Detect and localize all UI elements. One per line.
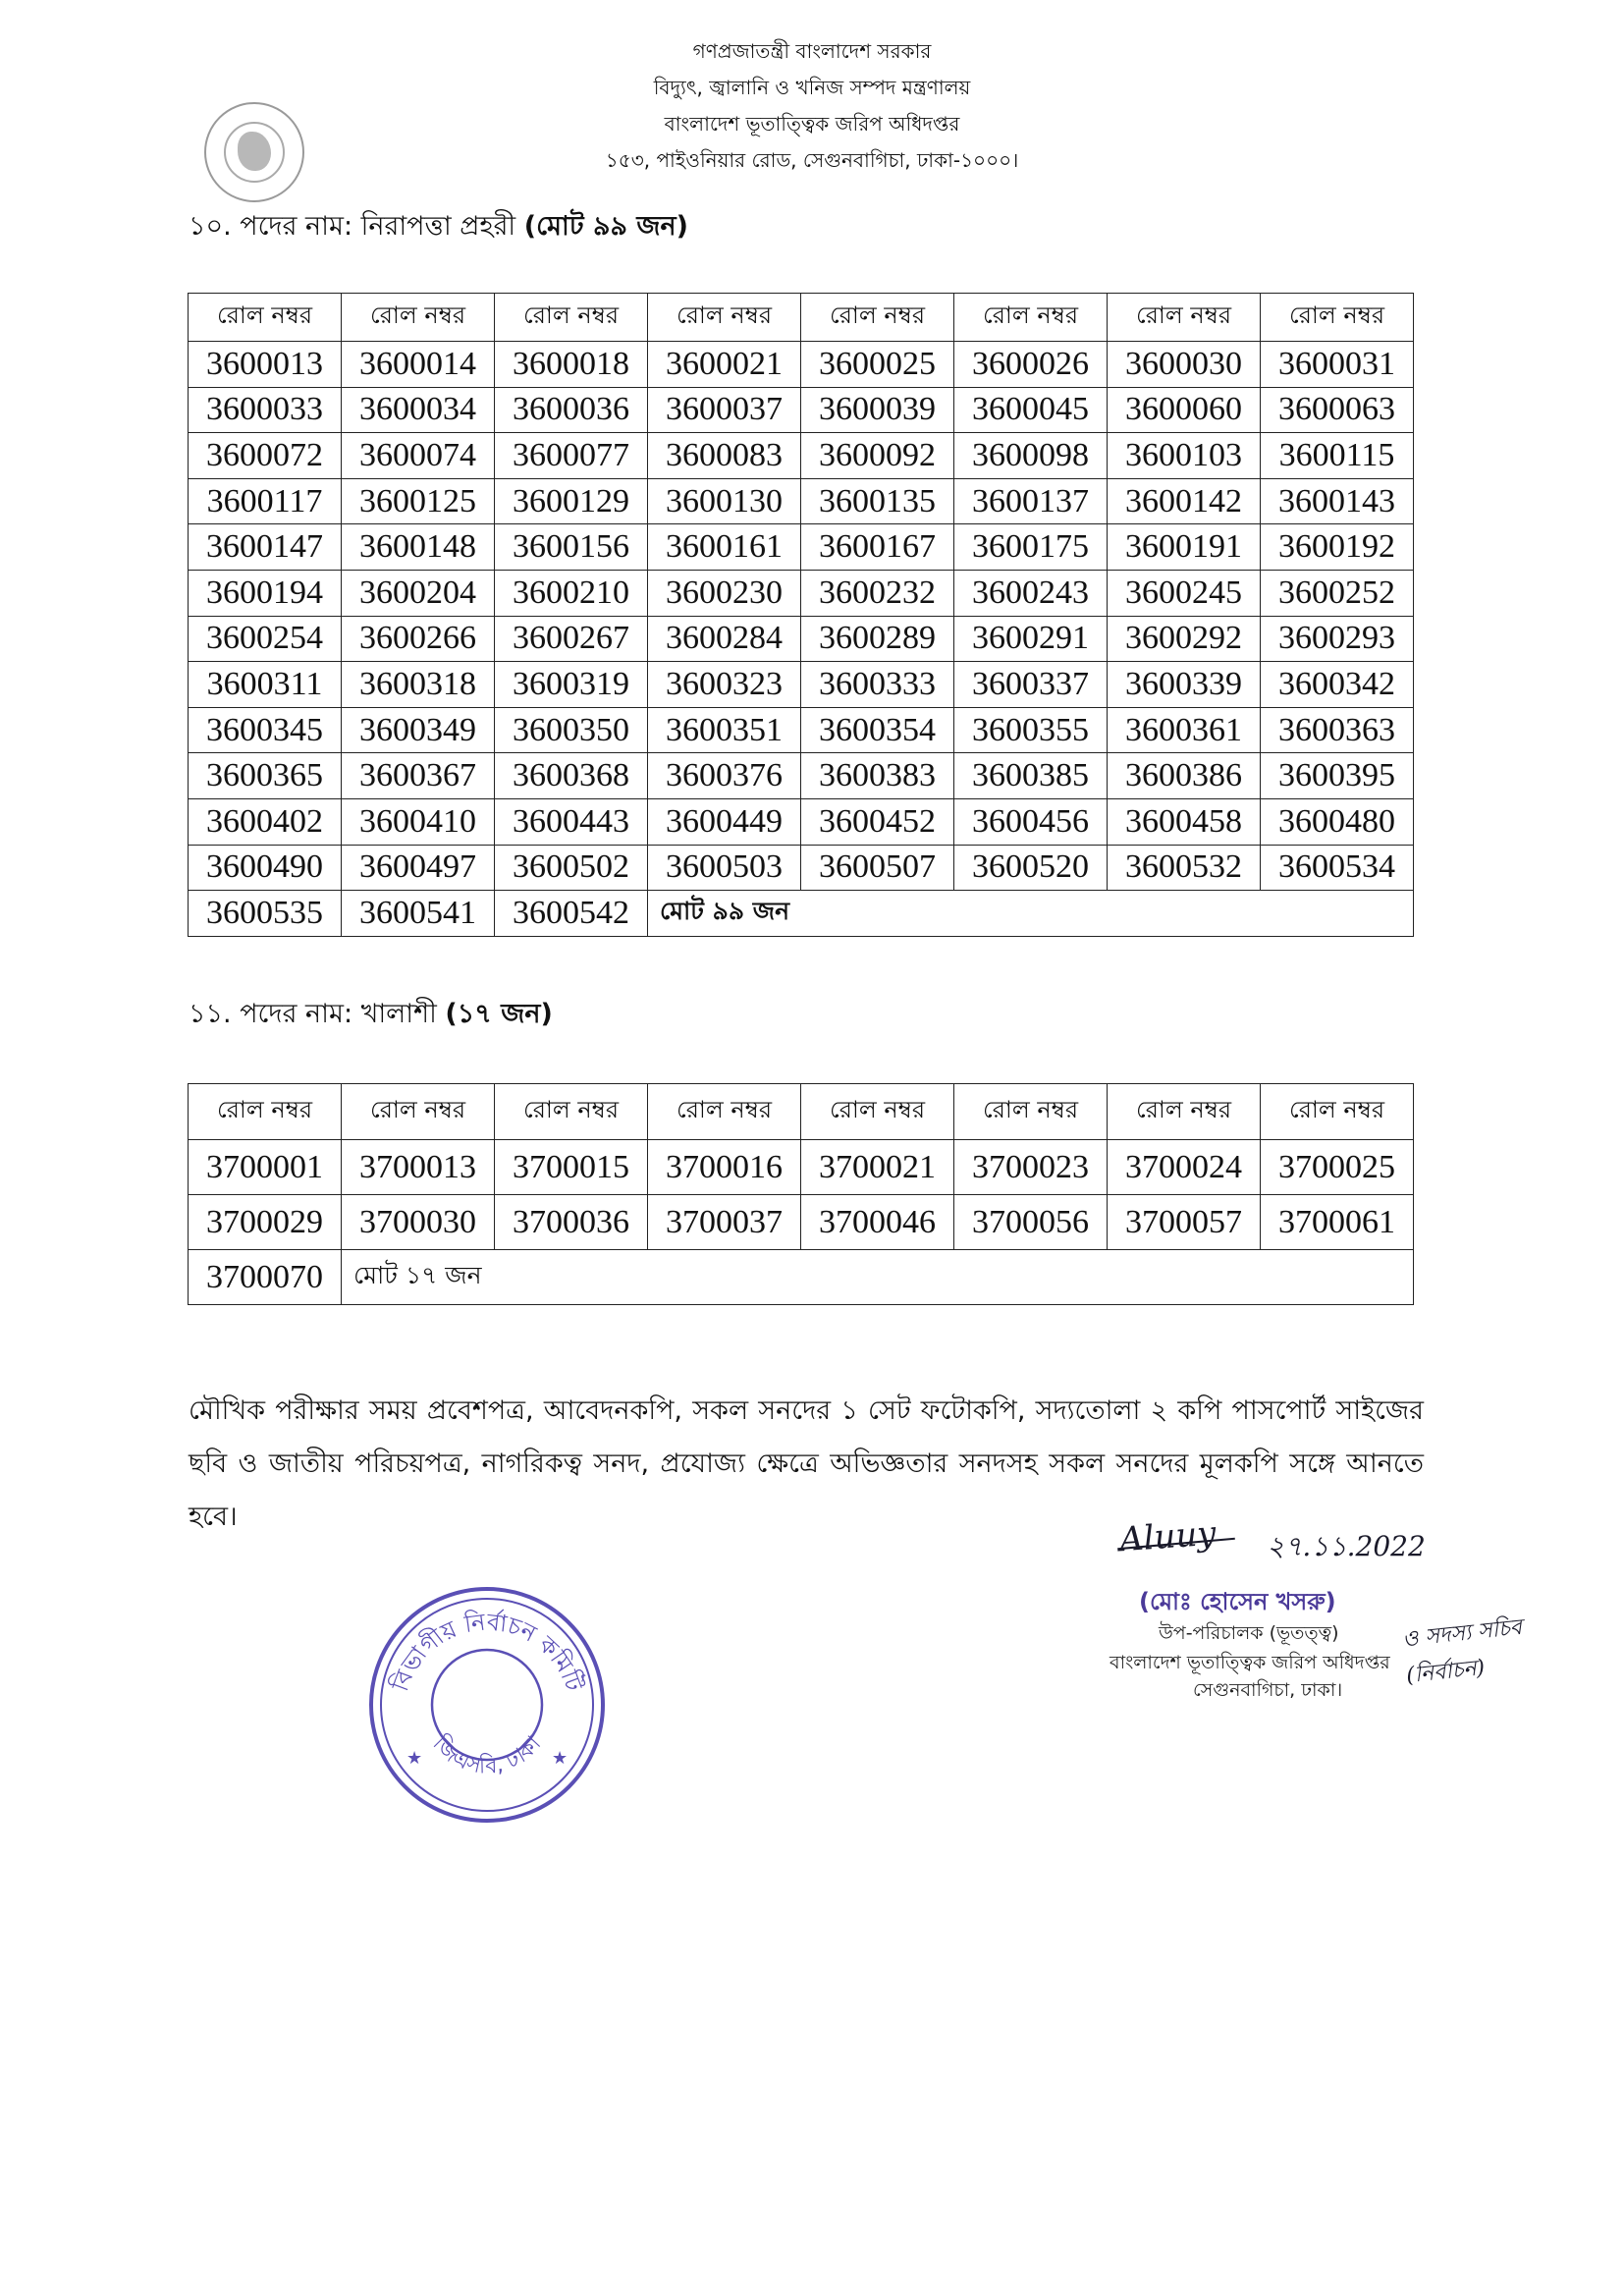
table-row — [189, 662, 1414, 708]
signatory-designation: উপ-পরিচালক (ভূতত্ত্ব) — [1159, 1622, 1339, 1644]
table-row — [189, 798, 1414, 845]
roll-number-cell: 3600541 — [342, 891, 495, 937]
roll-number-cell: 3700001 — [189, 1140, 342, 1195]
roll-number-cell: 3600386 — [1108, 753, 1261, 799]
roll-number-cell: 3700070 — [189, 1250, 342, 1305]
roll-number-cell: 3600532 — [1108, 845, 1261, 891]
column-header: রোল নম্বর — [801, 294, 954, 342]
roll-number-cell: 3600142 — [1108, 478, 1261, 524]
column-header: রোল নম্বর — [648, 294, 801, 342]
roll-number-cell: 3600323 — [648, 662, 801, 708]
roll-number-cell: 3600098 — [954, 433, 1108, 479]
roll-number-cell: 3600245 — [1108, 570, 1261, 616]
letterhead — [0, 33, 1624, 179]
roll-number-cell: 3700037 — [648, 1195, 801, 1250]
roll-number-cell: 3700024 — [1108, 1140, 1261, 1195]
roll-number-cell: 3600367 — [342, 753, 495, 799]
column-header: রোল নম্বর — [189, 294, 342, 342]
roll-number-cell: 3600243 — [954, 570, 1108, 616]
roll-number-cell: 3600147 — [189, 524, 342, 571]
roll-number-cell: 3600284 — [648, 616, 801, 662]
letterhead-line-2: বিদ্যুৎ, জ্বালানি ও খনিজ সম্পদ মন্ত্রণালয় — [653, 76, 971, 99]
table-row — [189, 433, 1414, 479]
roll-number-cell: 3700030 — [342, 1195, 495, 1250]
roll-number-cell: 3600060 — [1108, 387, 1261, 433]
table-row — [189, 478, 1414, 524]
roll-number-cell: 3700036 — [495, 1195, 648, 1250]
roll-number-cell: 3600293 — [1261, 616, 1414, 662]
roll-number-cell: 3600503 — [648, 845, 801, 891]
roll-number-cell: 3600535 — [189, 891, 342, 937]
roll-number-cell: 3600129 — [495, 478, 648, 524]
table-row — [189, 570, 1414, 616]
roll-number-cell: 3600036 — [495, 387, 648, 433]
table-row — [189, 845, 1414, 891]
roll-number-cell: 3600449 — [648, 798, 801, 845]
roll-number-cell: 3600443 — [495, 798, 648, 845]
roll-number-cell: 3600497 — [342, 845, 495, 891]
roll-number-cell: 3600402 — [189, 798, 342, 845]
roll-number-cell: 3600045 — [954, 387, 1108, 433]
roll-number-cell: 3600092 — [801, 433, 954, 479]
roll-number-cell: 3600507 — [801, 845, 954, 891]
roll-number-cell: 3600156 — [495, 524, 648, 571]
roll-number-cell: 3600013 — [189, 342, 342, 388]
table-row-last — [189, 1250, 1414, 1305]
roll-number-cell: 3600117 — [189, 478, 342, 524]
column-header: রোল নম্বর — [801, 1084, 954, 1140]
table-row — [189, 342, 1414, 388]
roll-number-cell: 3600354 — [801, 707, 954, 753]
roll-number-cell: 3600130 — [648, 478, 801, 524]
roll-number-cell: 3600135 — [801, 478, 954, 524]
roll-number-cell: 3600125 — [342, 478, 495, 524]
column-header: রোল নম্বর — [189, 1084, 342, 1140]
table-row — [189, 1140, 1414, 1195]
roll-number-cell: 3600311 — [189, 662, 342, 708]
section-11-count: (১৭ জন) — [445, 999, 553, 1029]
roll-number-cell: 3600192 — [1261, 524, 1414, 571]
roll-number-cell: 3600018 — [495, 342, 648, 388]
roll-number-cell: 3700023 — [954, 1140, 1108, 1195]
signatory-address: সেগুনবাগিচা, ঢাকা। — [1193, 1679, 1343, 1701]
roll-number-cell: 3600349 — [342, 707, 495, 753]
roll-number-cell: 3600339 — [1108, 662, 1261, 708]
roll-number-cell: 3600077 — [495, 433, 648, 479]
table-row-last — [189, 891, 1414, 937]
signatory-handwritten-role: ও সদস্য সচিব (নির্বাচন) — [1401, 1614, 1524, 1689]
roll-number-cell: 3600361 — [1108, 707, 1261, 753]
roll-number-cell: 3600031 — [1261, 342, 1414, 388]
signature-date: ২৭.১১.2022 — [1267, 1530, 1426, 1562]
roll-number-cell: 3600319 — [495, 662, 648, 708]
stamp-star-icon: ★ — [552, 1748, 568, 1769]
roll-number-cell: 3600345 — [189, 707, 342, 753]
roll-number-cell: 3600452 — [801, 798, 954, 845]
total-count-cell: মোট ১৭ জন — [342, 1250, 1414, 1305]
roll-number-cell: 3600148 — [342, 524, 495, 571]
roll-number-cell: 3600039 — [801, 387, 954, 433]
signatory-name: (মোঃ হোসেন খসরু) — [1139, 1588, 1336, 1615]
column-header: রোল নম্বর — [954, 1084, 1108, 1140]
roll-number-cell: 3600014 — [342, 342, 495, 388]
signatory-office: বাংলাদেশ ভূতাত্ত্বিক জরিপ অধিদপ্তর — [1110, 1652, 1390, 1673]
roll-number-cell: 3600074 — [342, 433, 495, 479]
roll-number-cell: 3600355 — [954, 707, 1108, 753]
column-header: রোল নম্বর — [954, 294, 1108, 342]
column-header: রোল নম্বর — [648, 1084, 801, 1140]
roll-number-cell: 3600072 — [189, 433, 342, 479]
roll-number-cell: 3600291 — [954, 616, 1108, 662]
roll-number-cell: 3600025 — [801, 342, 954, 388]
roll-number-cell: 3600383 — [801, 753, 954, 799]
roll-number-cell: 3700025 — [1261, 1140, 1414, 1195]
table-row — [189, 753, 1414, 799]
column-header: রোল নম্বর — [342, 1084, 495, 1140]
roll-number-cell: 3600175 — [954, 524, 1108, 571]
roll-number-cell: 3700046 — [801, 1195, 954, 1250]
roll-number-cell: 3600342 — [1261, 662, 1414, 708]
roll-number-cell: 3600083 — [648, 433, 801, 479]
table-header-row — [189, 1084, 1414, 1140]
roll-number-cell: 3600350 — [495, 707, 648, 753]
instruction-note: মৌখিক পরীক্ষার সময় প্রবেশপত্র, আবেদনকপি, সকল সনদের ১ সেট ফটোকপি, সদ্যতোলা ২ কপি পাসপোর্ট সাইজের ছবি ও জাতীয় পরিচয়পত্র, নাগরিকত্ব সনদ, প্রযোজ্য ক্ষেত্রে অভিজ্ঞতার সনদসহ সকল সনদের মূলকপি সঙ্গে আনতে হবে। — [189, 1395, 1424, 1532]
roll-number-cell: 3600542 — [495, 891, 648, 937]
roll-number-cell: 3600194 — [189, 570, 342, 616]
roll-number-cell: 3600137 — [954, 478, 1108, 524]
roll-number-cell: 3600490 — [189, 845, 342, 891]
section-11-post-name: ১১. পদের নাম: খালাশী — [189, 999, 437, 1029]
roll-number-cell: 3600204 — [342, 570, 495, 616]
table-header-row — [189, 294, 1414, 342]
column-header: রোল নম্বর — [495, 1084, 648, 1140]
column-header: রোল নম্বর — [1261, 1084, 1414, 1140]
roll-number-cell: 3600115 — [1261, 433, 1414, 479]
table-row — [189, 707, 1414, 753]
roll-number-cell: 3600026 — [954, 342, 1108, 388]
roll-number-cell: 3600365 — [189, 753, 342, 799]
roll-number-cell: 3700021 — [801, 1140, 954, 1195]
roll-number-cell: 3600363 — [1261, 707, 1414, 753]
roll-number-cell: 3600292 — [1108, 616, 1261, 662]
roll-number-cell: 3600395 — [1261, 753, 1414, 799]
roll-number-cell: 3600143 — [1261, 478, 1414, 524]
roll-number-cell: 3600318 — [342, 662, 495, 708]
roll-number-cell: 3600254 — [189, 616, 342, 662]
roll-number-cell: 3600385 — [954, 753, 1108, 799]
column-header: রোল নম্বর — [1108, 294, 1261, 342]
roll-number-cell: 3600333 — [801, 662, 954, 708]
roll-number-cell: 3600520 — [954, 845, 1108, 891]
column-header: রোল নম্বর — [1108, 1084, 1261, 1140]
section-11-title — [189, 994, 553, 1038]
roll-number-cell: 3600210 — [495, 570, 648, 616]
letterhead-line-4: ১৫৩, পাইওনিয়ার রোড, সেগুনবাগিচা, ঢাকা-১০০০। — [605, 148, 1019, 172]
roll-number-cell: 3600410 — [342, 798, 495, 845]
roll-number-cell: 3700029 — [189, 1195, 342, 1250]
table-row — [189, 1195, 1414, 1250]
roll-number-cell: 3600337 — [954, 662, 1108, 708]
roll-number-cell: 3600458 — [1108, 798, 1261, 845]
section-10-post-name: ১০. পদের নাম: নিরাপত্তা প্রহরী — [189, 211, 516, 242]
roll-number-cell: 3600502 — [495, 845, 648, 891]
roll-number-cell: 3600480 — [1261, 798, 1414, 845]
committee-stamp-icon — [365, 1583, 609, 1827]
roll-number-cell: 3600161 — [648, 524, 801, 571]
table-row — [189, 387, 1414, 433]
roll-number-cell: 3600230 — [648, 570, 801, 616]
roll-number-cell: 3600456 — [954, 798, 1108, 845]
section-10-count: (মোট ৯৯ জন) — [523, 211, 689, 242]
stamp-arc-text: বিভাগীয় নির্বাচন কমিটি — [386, 1608, 588, 1695]
section-10-title — [189, 206, 688, 250]
roll-number-cell: 3600376 — [648, 753, 801, 799]
letterhead-line-3: বাংলাদেশ ভূতাত্ত্বিক জরিপ অধিদপ্তর — [664, 112, 960, 136]
roll-number-cell: 3600030 — [1108, 342, 1261, 388]
column-header: রোল নম্বর — [495, 294, 648, 342]
roll-number-cell: 3700013 — [342, 1140, 495, 1195]
roll-number-cell: 3600534 — [1261, 845, 1414, 891]
stamp-star-icon: ★ — [406, 1748, 423, 1769]
letterhead-line-1: গণপ্রজাতন্ত্রী বাংলাদেশ সরকার — [692, 39, 932, 63]
roll-number-cell: 3600033 — [189, 387, 342, 433]
total-count-cell: মোট ৯৯ জন — [648, 891, 1414, 937]
roll-number-cell: 3600368 — [495, 753, 648, 799]
section-11-roll-table — [188, 1083, 1414, 1305]
table-row — [189, 524, 1414, 571]
roll-number-cell: 3600252 — [1261, 570, 1414, 616]
roll-number-cell: 3600037 — [648, 387, 801, 433]
stamp-bottom-text: জিএসবি, ঢাকা — [427, 1731, 547, 1779]
roll-number-cell: 3600034 — [342, 387, 495, 433]
signature-scrawl: Aluuy — [1117, 1513, 1218, 1560]
column-header: রোল নম্বর — [1261, 294, 1414, 342]
roll-number-cell: 3700056 — [954, 1195, 1108, 1250]
roll-number-cell: 3600351 — [648, 707, 801, 753]
table-row — [189, 616, 1414, 662]
roll-number-cell: 3600167 — [801, 524, 954, 571]
column-header: রোল নম্বর — [342, 294, 495, 342]
roll-number-cell: 3600289 — [801, 616, 954, 662]
roll-number-cell: 3600021 — [648, 342, 801, 388]
roll-number-cell: 3700057 — [1108, 1195, 1261, 1250]
roll-number-cell: 3600267 — [495, 616, 648, 662]
roll-number-cell: 3600063 — [1261, 387, 1414, 433]
roll-number-cell: 3700015 — [495, 1140, 648, 1195]
section-10-roll-table — [188, 293, 1414, 937]
roll-number-cell: 3600103 — [1108, 433, 1261, 479]
roll-number-cell: 3600266 — [342, 616, 495, 662]
roll-number-cell: 3600232 — [801, 570, 954, 616]
roll-number-cell: 3700061 — [1261, 1195, 1414, 1250]
roll-number-cell: 3700016 — [648, 1140, 801, 1195]
roll-number-cell: 3600191 — [1108, 524, 1261, 571]
